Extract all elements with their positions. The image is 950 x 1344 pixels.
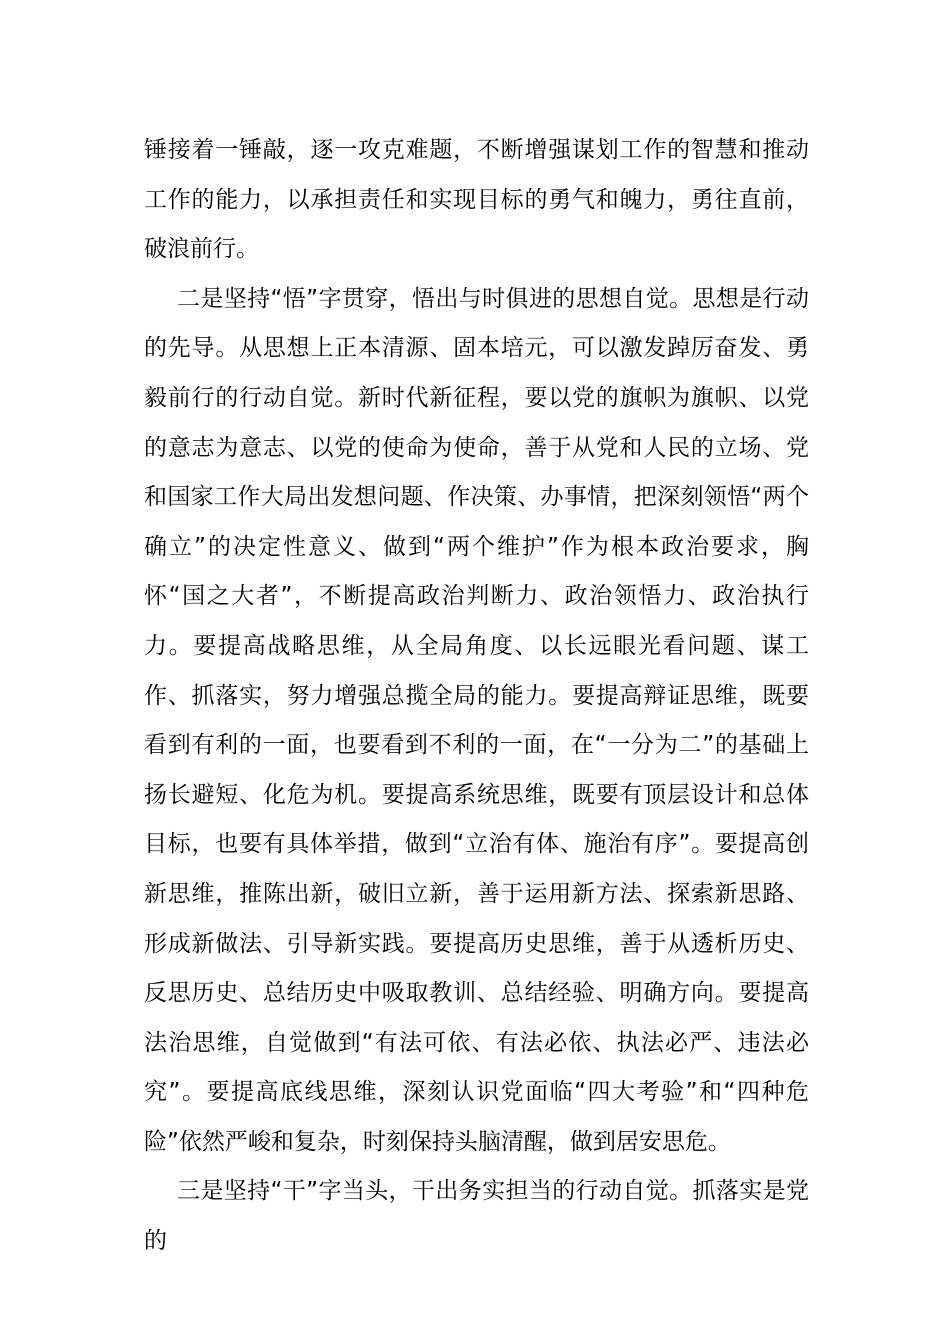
paragraph-point-three: 三是坚持“干”字当头，干出务实担当的行动自觉。抓落实是党的 xyxy=(144,1178,809,1255)
paragraph-point-two: 二是坚持“悟”字贯穿，悟出与时俱进的思想自觉。思想是行动的先导。从思想上正本清源、固本培元，可以激发踔厉奋发、勇毅前行的行动自觉。新时代新征程，要以党的旗帜为旗帜、以党的意志为意志、以党的使命为使命，善于从党和人民的立场、党和国家工作大局出发想问题、作决策、办事情，把深刻领悟“两个确立”的决定性意义、做到“两个维护”作为根本政治要求，胸怀“国之大者”，不断提高政治判断力、政治领悟力、政治执行力。要提高战略思维，从全局角度、以长远眼光看问题、谋工作、抓落实，努力增强总揽全局的能力。要提高辩证思维，既要看到有利的一面，也要看到不利的一面，在“一分为二”的基础上扬长避短、化危为机。要提高系统思维，既要有顶层设计和总体目标，也要有具体举措，做到“立治有体、施治有序”。要提高创新思维，推陈出新，破旧立新，善于运用新方法、探索新思路、形成新做法、引导新实践。要提高历史思维，善于从透析历史、反思历史、总结历史中吸取教训、总结经验、明确方向。要提高法治思维，自觉做到“有法可依、有法必依、执法必严、违法必究”。要提高底线思维，深刻认识党面临“四大考验”和“四种危险”依然严峻和复杂，时刻保持头脑清醒，做到居安思危。 xyxy=(144,285,809,1155)
paragraph-continuation: 锤接着一锤敲，逐一攻克难题，不断增强谋划工作的智慧和推动工作的能力，以承担责任和实现目标的勇气和魄力，勇往直前，破浪前行。 xyxy=(144,137,809,263)
document-body xyxy=(144,126,809,1267)
